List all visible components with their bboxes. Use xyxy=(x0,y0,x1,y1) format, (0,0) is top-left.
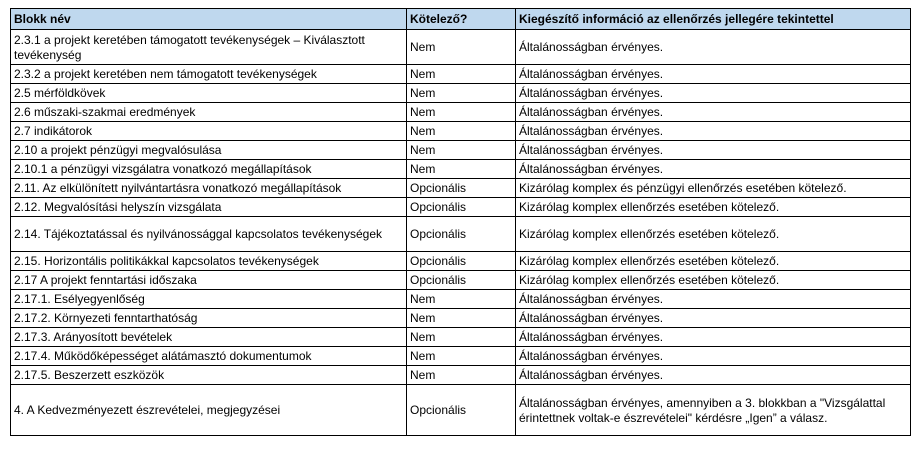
table-row xyxy=(11,179,911,198)
cell-mandatory: Opcionális xyxy=(407,179,516,198)
cell-additional-info: Kizárólag komplex ellenőrzés esetében kötelező. xyxy=(516,217,911,252)
cell-additional-info: Általánosságban érvényes. xyxy=(516,65,911,84)
cell-additional-info: Általánosságban érvényes. xyxy=(516,290,911,309)
table-row xyxy=(11,198,911,217)
table-row xyxy=(11,385,911,436)
cell-mandatory: Opcionális xyxy=(407,271,516,290)
cell-block-name: 2.14. Tájékoztatással és nyilvánossággal kapcsolatos tevékenységek xyxy=(11,217,407,252)
cell-additional-info: Kizárólag komplex és pénzügyi ellenőrzés esetében kötelező. xyxy=(516,179,911,198)
cell-block-name: 2.12. Megvalósítási helyszín vizsgálata xyxy=(11,198,407,217)
cell-block-name: 2.10.1 a pénzügyi vizsgálatra vonatkozó megállapítások xyxy=(11,160,407,179)
cell-block-name: 4. A Kedvezményezett észrevételei, megjegyzései xyxy=(11,385,407,436)
cell-additional-info: Általánosságban érvényes. xyxy=(516,347,911,366)
cell-block-name: 2.17.5. Beszerzett eszközök xyxy=(11,366,407,385)
table-row xyxy=(11,84,911,103)
table-row xyxy=(11,30,911,65)
cell-additional-info: Általánosságban érvényes. xyxy=(516,84,911,103)
table-row xyxy=(11,290,911,309)
table-row xyxy=(11,366,911,385)
cell-block-name: 2.11. Az elkülönített nyilvántartásra vonatkozó megállapítások xyxy=(11,179,407,198)
cell-additional-info: Kizárólag komplex ellenőrzés esetében kötelező. xyxy=(516,198,911,217)
cell-additional-info: Kizárólag komplex ellenőrzés esetében kötelező. xyxy=(516,252,911,271)
cell-block-name: 2.5 mérföldkövek xyxy=(11,84,407,103)
table-row xyxy=(11,141,911,160)
table-row xyxy=(11,271,911,290)
header-block-name: Blokk név xyxy=(11,9,407,30)
cell-block-name: 2.17.2. Környezeti fenntarthatóság xyxy=(11,309,407,328)
table-row xyxy=(11,103,911,122)
cell-block-name: 2.15. Horizontális politikákkal kapcsolatos tevékenységek xyxy=(11,252,407,271)
cell-mandatory: Nem xyxy=(407,141,516,160)
cell-additional-info: Általánosságban érvényes. xyxy=(516,30,911,65)
cell-additional-info: Kizárólag komplex ellenőrzés esetében kötelező. xyxy=(516,271,911,290)
cell-block-name: 2.17.3. Arányosított bevételek xyxy=(11,328,407,347)
cell-mandatory: Opcionális xyxy=(407,252,516,271)
cell-mandatory: Opcionális xyxy=(407,217,516,252)
cell-additional-info: Általánosságban érvényes. xyxy=(516,309,911,328)
cell-additional-info: Általánosságban érvényes. xyxy=(516,122,911,141)
table-row xyxy=(11,65,911,84)
cell-mandatory: Nem xyxy=(407,309,516,328)
table-row xyxy=(11,160,911,179)
cell-mandatory: Nem xyxy=(407,160,516,179)
cell-additional-info: Általánosságban érvényes, amennyiben a 3. blokkban a "Vizsgálattal érintettnek voltak-e észrevételei" kérdésre „Igen” a válasz. xyxy=(516,385,911,436)
cell-block-name: 2.17.1. Esélyegyenlőség xyxy=(11,290,407,309)
cell-additional-info: Általánosságban érvényes. xyxy=(516,160,911,179)
cell-mandatory: Nem xyxy=(407,30,516,65)
header-mandatory: Kötelező? xyxy=(407,9,516,30)
cell-block-name: 2.3.1 a projekt keretében támogatott tevékenységek – Kiválasztott tevékenység xyxy=(11,30,407,65)
table-row xyxy=(11,347,911,366)
cell-additional-info: Általánosságban érvényes. xyxy=(516,141,911,160)
table-row xyxy=(11,122,911,141)
cell-mandatory: Nem xyxy=(407,84,516,103)
table-row xyxy=(11,252,911,271)
cell-additional-info: Általánosságban érvényes. xyxy=(516,328,911,347)
cell-block-name: 2.3.2 a projekt keretében nem támogatott tevékenységek xyxy=(11,65,407,84)
cell-mandatory: Nem xyxy=(407,103,516,122)
cell-mandatory: Nem xyxy=(407,65,516,84)
cell-additional-info: Általánosságban érvényes. xyxy=(516,103,911,122)
cell-block-name: 2.17.4. Működőképességet alátámasztó dokumentumok xyxy=(11,347,407,366)
cell-mandatory: Nem xyxy=(407,328,516,347)
table-row xyxy=(11,217,911,252)
cell-mandatory: Opcionális xyxy=(407,385,516,436)
cell-block-name: 2.10 a projekt pénzügyi megvalósulása xyxy=(11,141,407,160)
cell-mandatory: Nem xyxy=(407,347,516,366)
header-additional-info: Kiegészítő információ az ellenőrzés jellegére tekintettel xyxy=(516,9,911,30)
cell-block-name: 2.6 műszaki-szakmai eredmények xyxy=(11,103,407,122)
table-row xyxy=(11,309,911,328)
control-blocks-table xyxy=(10,8,911,436)
cell-mandatory: Nem xyxy=(407,366,516,385)
cell-mandatory: Opcionális xyxy=(407,198,516,217)
cell-mandatory: Nem xyxy=(407,122,516,141)
table-container xyxy=(10,8,911,436)
table-header-row xyxy=(11,9,911,30)
cell-mandatory: Nem xyxy=(407,290,516,309)
cell-additional-info: Általánosságban érvényes. xyxy=(516,366,911,385)
cell-block-name: 2.7 indikátorok xyxy=(11,122,407,141)
cell-block-name: 2.17 A projekt fenntartási időszaka xyxy=(11,271,407,290)
table-row xyxy=(11,328,911,347)
